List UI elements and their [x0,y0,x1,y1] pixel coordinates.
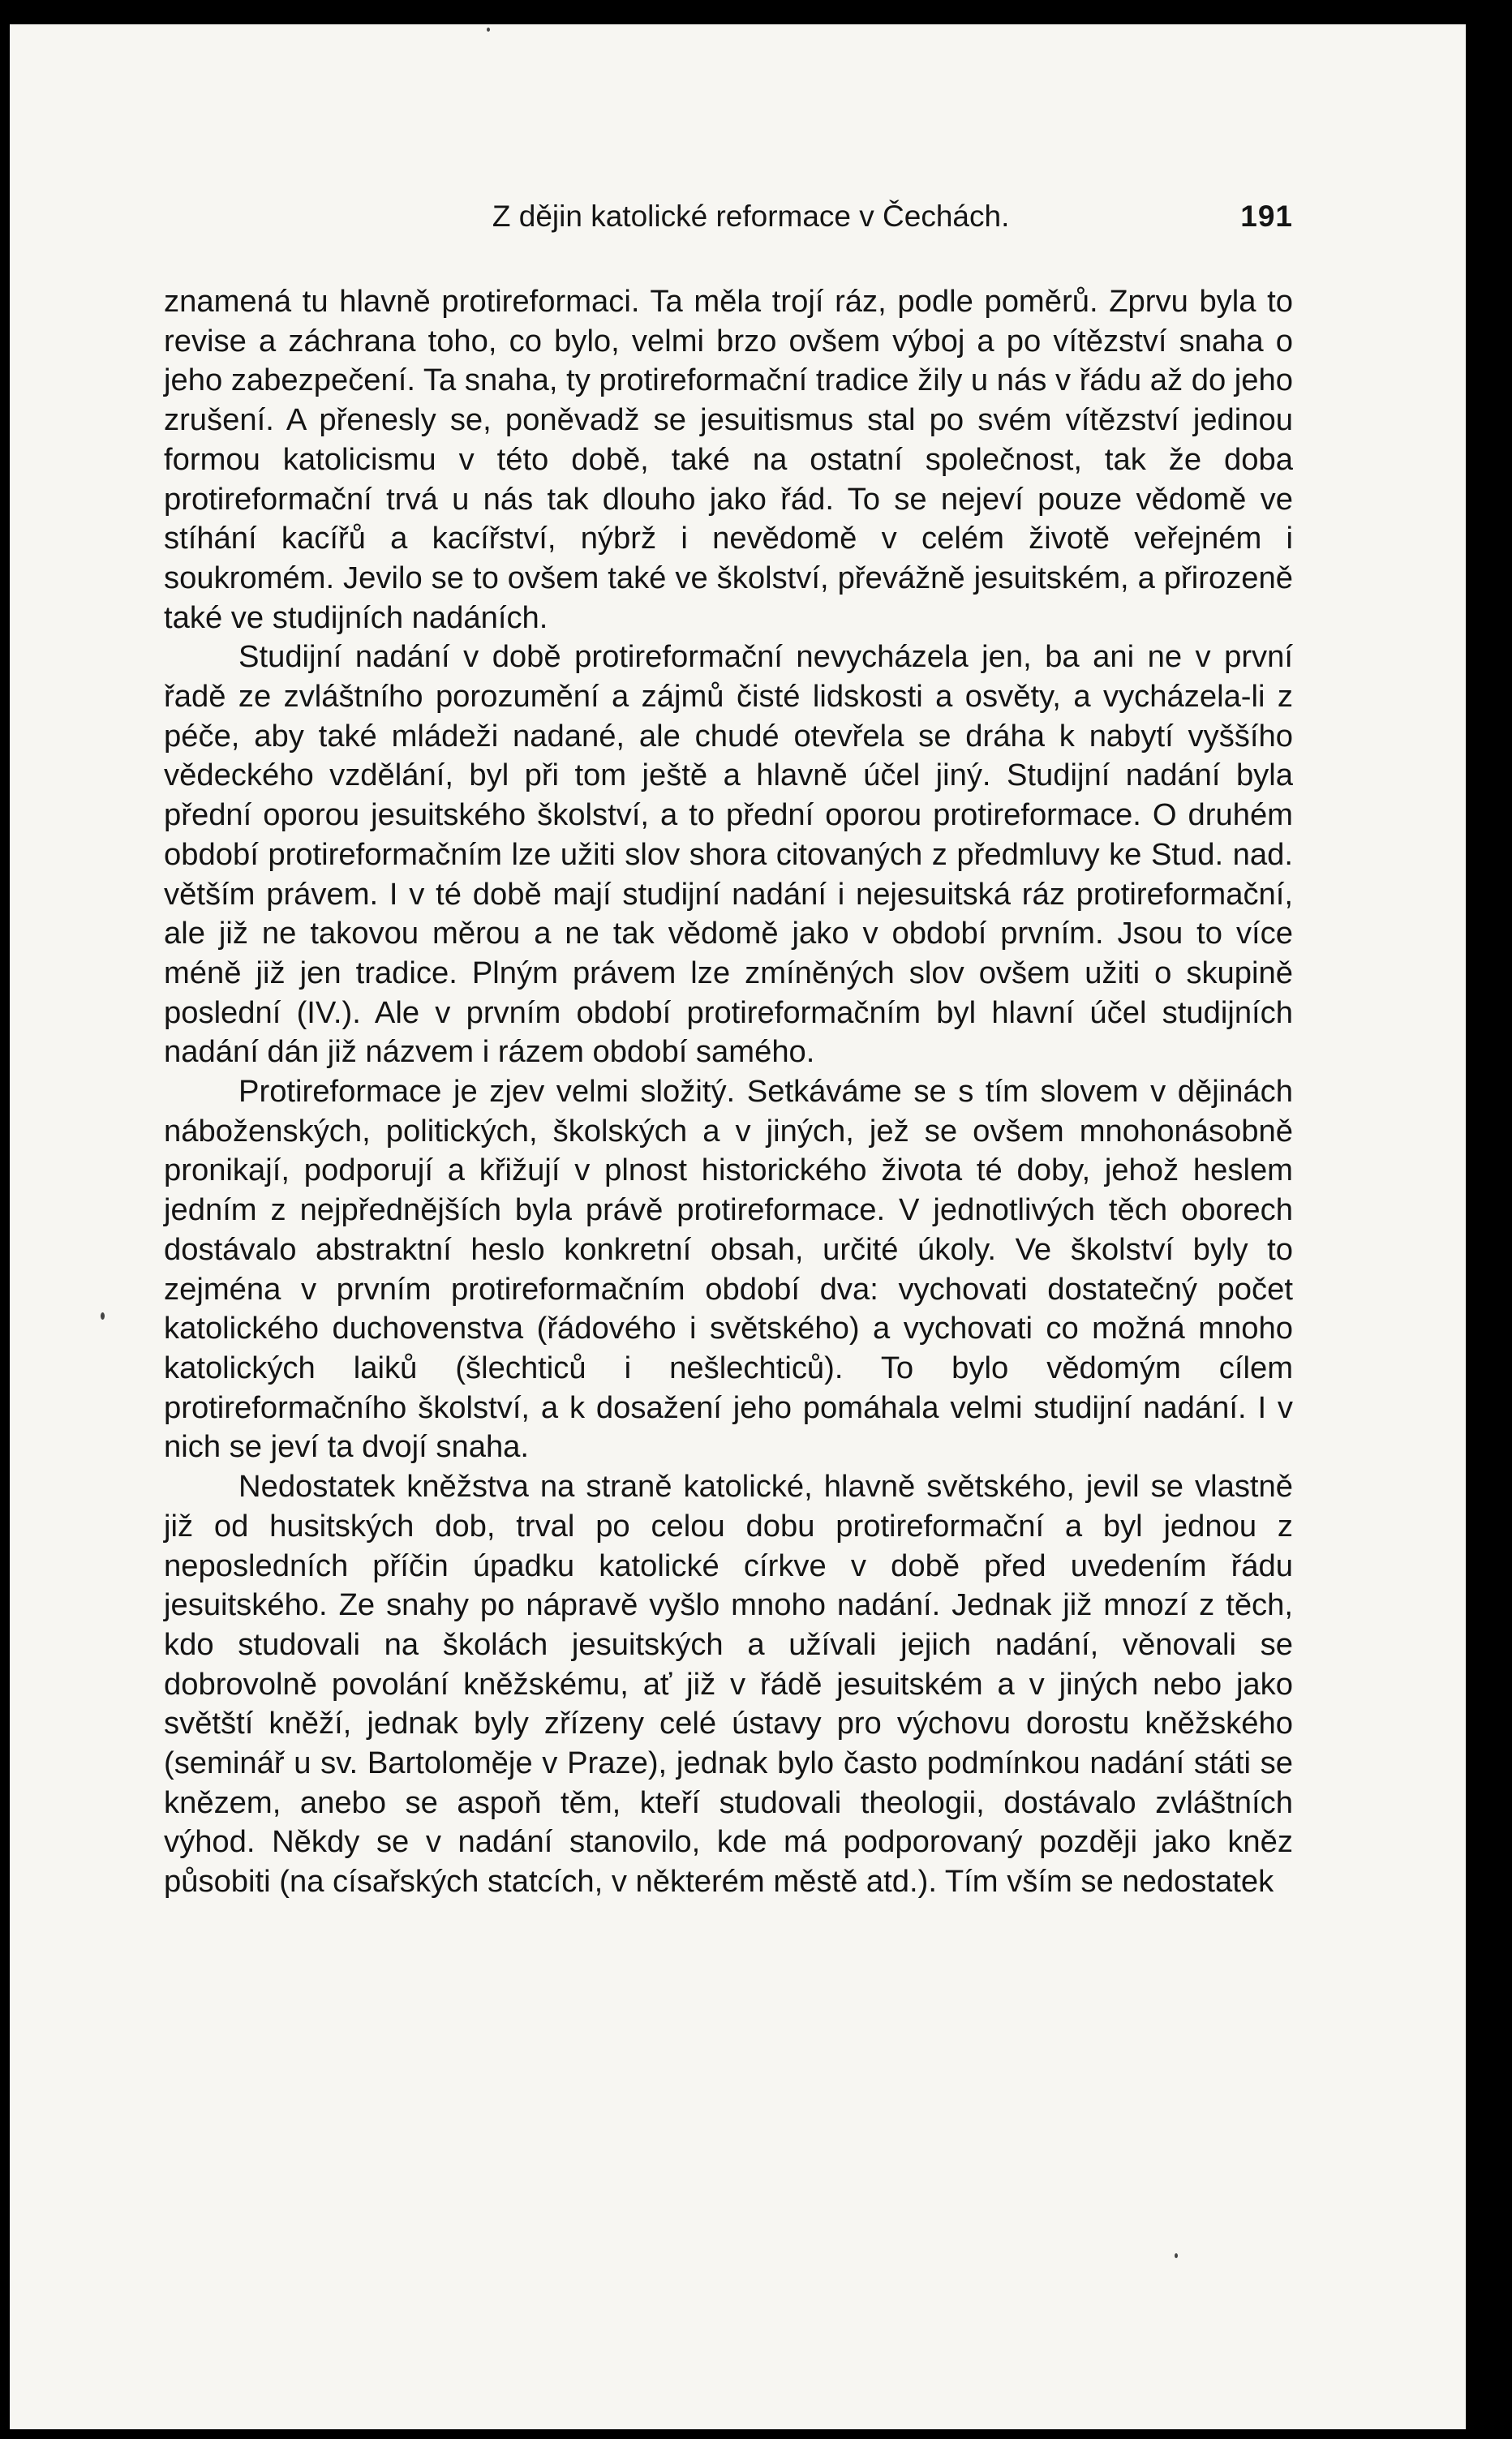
body-text [164,282,1293,1902]
paragraph-3: Protireformace je zjev velmi složitý. Setkáváme se s tím slovem v dějinách náboženských, politických, školských a v jiných, jež se ovšem mnohonásobně pronikají, podporují a křižují v plnost historického života té doby, jehož heslem jedním z nejpřednějších byla právě protireformace. V jednotlivých těch oborech dostávalo abstraktní heslo konkretní obsah, určité úkoly. Ve školství byly to zejména v prvním protireformačním období dva: vychovati dostatečný počet katolického duchovenstva (řádového i světského) a vychovati co možná mnoho katolických laiků (šlechticů i nešlechticů). To bylo vědomým cílem protireformačního školství, a k dosažení jeho pomáhala velmi studijní nadání. I v nich se jeví ta dvojí snaha. [164,1074,1293,1465]
running-header [164,200,1293,240]
print-speck [101,1312,105,1320]
page-number: 191 [1240,200,1293,233]
running-title: Z dějin katolické reformace v Čechách. [492,200,1010,233]
paragraph-2: Studijní nadání v době protireformační nevycházela jen, ba ani ne v první řadě ze zvláštního porozumění a zájmů čisté lidskosti a osvěty, a vycházela-li z péče, aby také mládeži nadané, ale chudé otevřela se dráha k nabytí vyššího vědeckého vzdělání, byl při tom ještě a hlavně účel jiný. Studijní nadání byla přední oporou jesuitského školství, a to přední oporou protireformace. O druhém období protireformačním lze užiti slov shora citovaných z předmluvy ke Stud. nad. větším právem. I v té době mají studijní nadání i nejesuitská ráz protireformační, ale již ne takovou měrou a ne tak vědomě jako v období prvním. Jsou to více méně již jen tradice. Plným právem lze zmíněných slov ovšem užiti o skupině poslední (IV.). Ale v prvním období protireformačním byl hlavní účel studijních nadání dán již názvem i rázem období samého. [164,639,1293,1070]
print-speck [487,28,490,32]
paragraph-4: Nedostatek kněžstva na straně katolické, hlavně světského, jevil se vlastně již od husitských dob, trval po celou dobu protireformační a byl jednou z neposledních příčin úpadku katolické církve v době před uvedením řádu jesuitského. Ze snahy po nápravě vyšlo mnoho nadání. Jednak již mnozí z těch, kdo studovali na školách jesuitských a užívali jejich nadání, věnovali se dobrovolně povolání kněžskému, ať již v řádě jesuitském a v jiných nebo jako světští kněží, jednak byly zřízeny celé ústavy pro výchovu dorostu kněžského (seminář u sv. Bartoloměje v Praze), jednak bylo často podmínkou nadání státi se knězem, anebo se aspoň těm, kteří studovali theologii, dostávalo zvláštních výhod. Někdy se v nadání stanovilo, kde má podporovaný později jako kněz působiti (na císařských statcích, v některém městě atd.). Tím vším se nedostatek [164,1469,1293,1900]
paragraph-1: znamená tu hlavně protireformaci. Ta měla trojí ráz, podle poměrů. Zprvu byla to revise a záchrana toho, co bylo, velmi brzo ovšem výboj a po vítězství snaha o jeho zabezpečení. Ta snaha, ty protireformační tradice žily u nás v řádu až do jeho zrušení. A přenesly se, poněvadž se jesuitismus stal po svém vítězství jedinou formou katolicismu v této době, také na ostatní společnost, tak že doba protireformační trvá u nás tak dlouho jako řád. To se nejeví pouze vědomě ve stíhání kacířů a kacířství, nýbrž i nevědomě v celém životě veřejném i soukromém. Jevilo se to ovšem také ve školství, převážně jesuitském, a přirozeně také ve studijních nadáních. [164,284,1293,635]
print-speck [1175,2253,1178,2258]
